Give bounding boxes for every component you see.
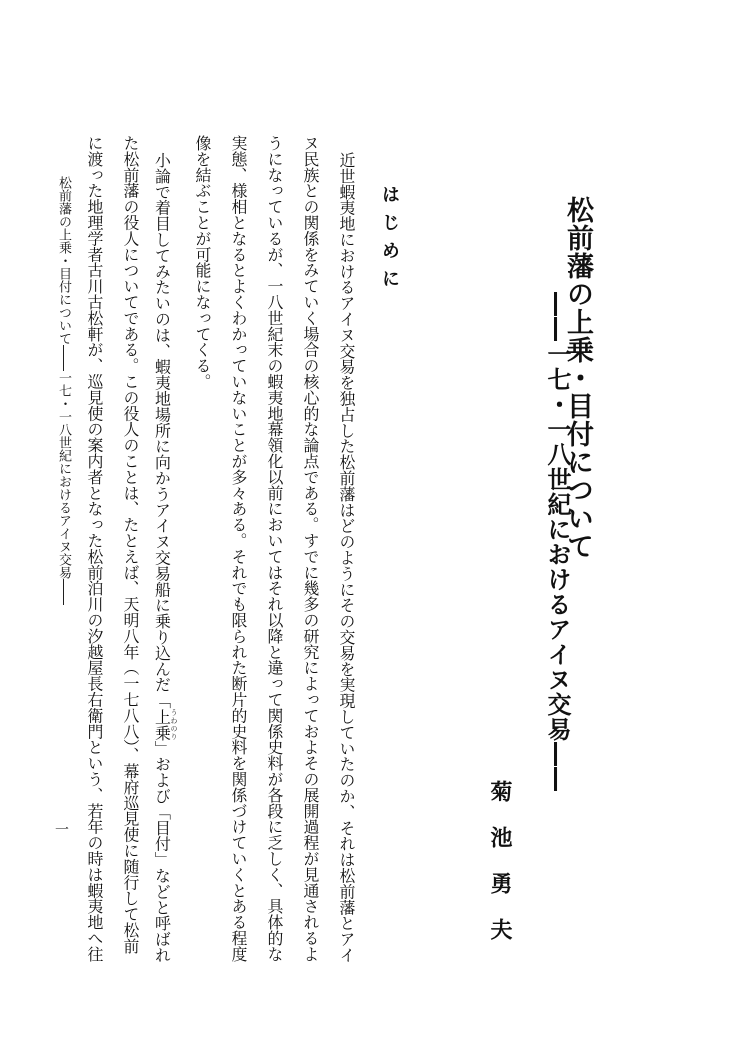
body-line: 像を結ぶことが可能になってくる。 xyxy=(193,135,212,390)
article-title: 松前藩の上乗・目付について xyxy=(562,196,593,560)
body-line: 近世蝦夷地におけるアイヌ交易を独占した松前藩はどのようにその交易を実現していたのか、それは松前藩とアイ xyxy=(337,152,356,963)
body-line: に渡った地理学者古川古松軒が、巡見使の案内者となった松前泊川の汐越屋長右衛門という、若年の時は蝦夷地へ往 xyxy=(85,135,104,962)
page-number: 一 xyxy=(53,822,69,836)
section-heading: はじめに xyxy=(379,185,400,297)
body-line: ヌ民族との関係をみていく場合の核心的な論点である。すでに幾多の研究によっておよその展開過程が見通されるよ xyxy=(301,135,320,962)
article-subtitle: ――一七・一八世紀におけるアイヌ交易―― xyxy=(543,292,571,792)
body-line: うになっているが、一八世紀末の蝦夷地幕領化以前においてはそれ以降と違って関係史料が各段に乏しく、具体的な xyxy=(265,135,284,962)
running-header: 松前藩の上乗・目付について――一七・一八世紀におけるアイヌ交易―― xyxy=(56,176,71,605)
author-name: 菊池勇夫 xyxy=(487,780,512,964)
ruby-annotation: 上乗うわのり xyxy=(152,708,178,741)
body-line: 小論で着目してみたいのは、蝦夷地場所に向かうアイヌ交易船に乗り込んだ「上乗うわのり」および「目付」などと呼ばれ xyxy=(152,152,178,963)
body-line: 実態、様相となるとよくわかっていないことが多々ある。それでも限られた断片的史料を関係づけていくとある程度 xyxy=(229,135,248,962)
body-line: た松前藩の役人についてである。この役人のことは、たとえば、天明八年（一七八八）、幕府巡見使に随行して松前 xyxy=(121,135,140,954)
